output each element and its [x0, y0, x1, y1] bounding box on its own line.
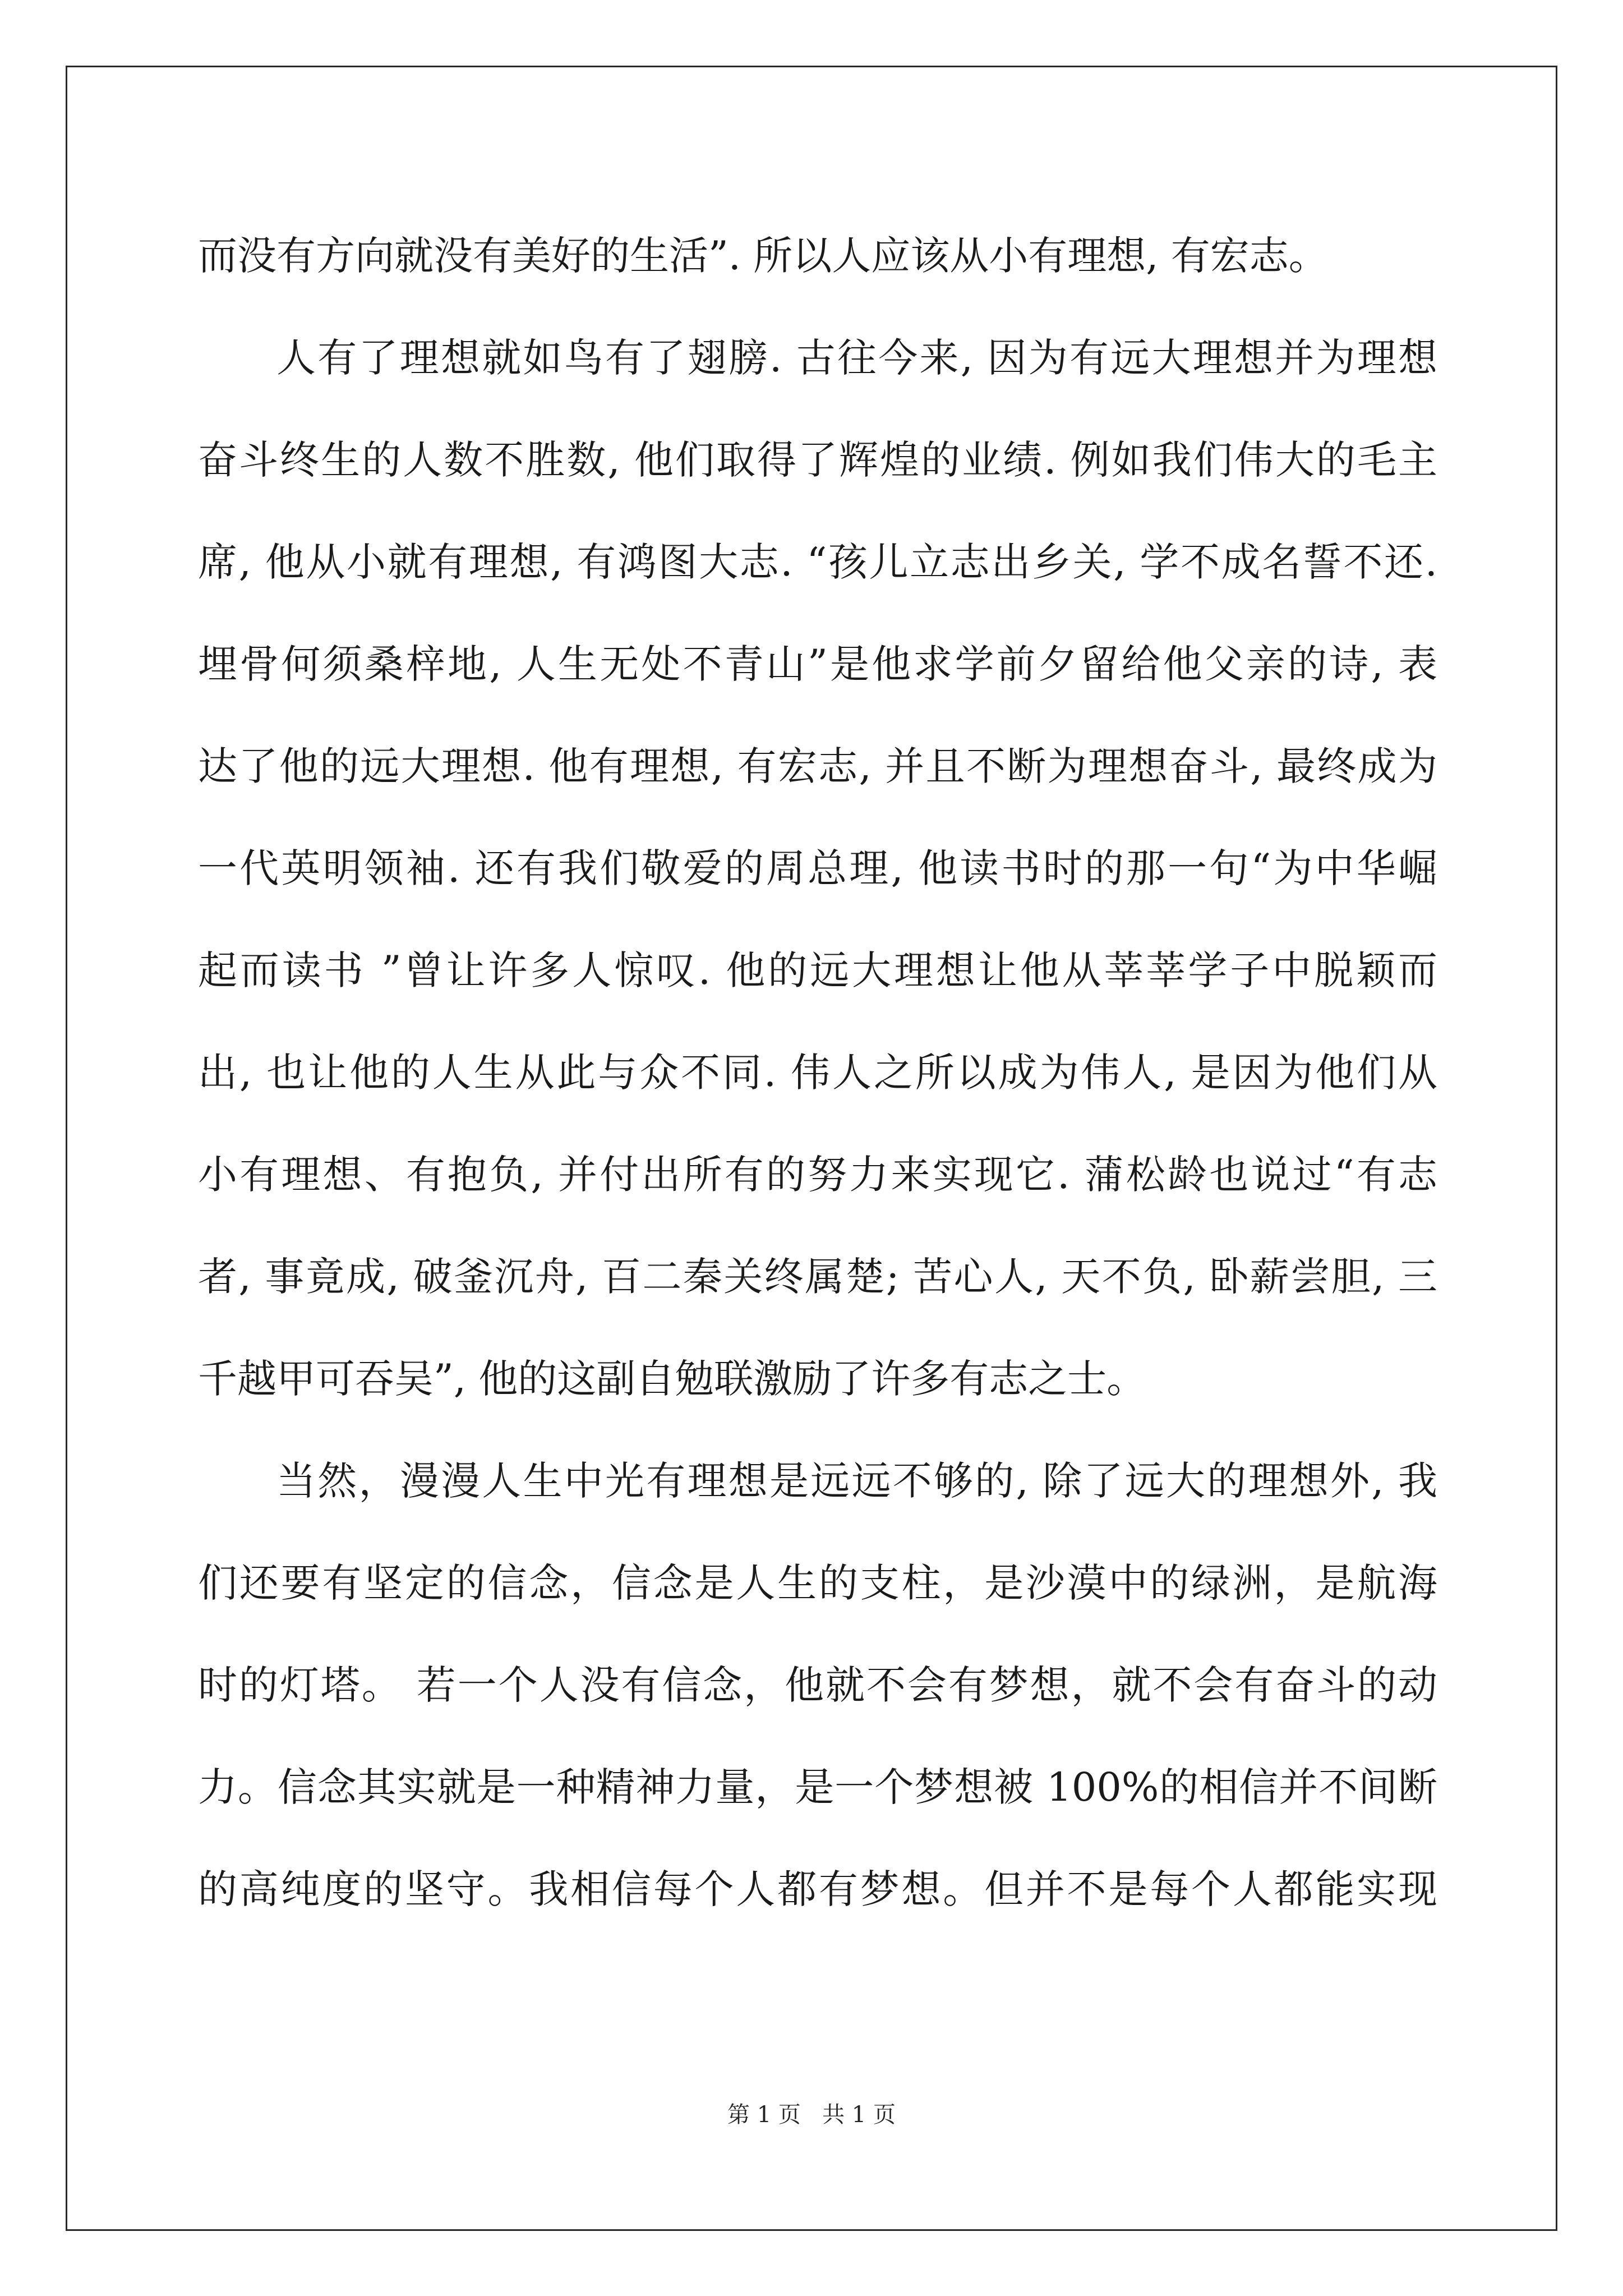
text-line: 时的灯塔。 若一个人没有信念，他就不会有梦想，就不会有奋斗的动 — [198, 1662, 1437, 1708]
text-line: 们还要有坚定的信念，信念是人生的支柱，是沙漠中的绿洲，是航海 — [198, 1560, 1437, 1606]
page-number-footer: 第 1 页 共 1 页 — [727, 2102, 896, 2128]
text-line: 一代英明领袖. 还有我们敬爱的周总理, 他读书时的那一句“为中华崛 — [198, 845, 1437, 891]
text-line: 千越甲可吞吴”, 他的这副自勉联激励了许多有志之士。 — [198, 1356, 1146, 1402]
text-line-paragraph-start: 人有了理想就如鸟有了翅膀. 古往今来, 因为有远大理想并为理想 — [276, 335, 1437, 381]
text-line: 者, 事竟成, 破釜沉舟, 百二秦关终属楚; 苦心人, 天不负, 卧薪尝胆, 三 — [198, 1254, 1437, 1300]
text-line: 奋斗终生的人数不胜数, 他们取得了辉煌的业绩. 例如我们伟大的毛主 — [198, 437, 1437, 483]
text-line: 小有理想、有抱负, 并付出所有的努力来实现它. 蒲松龄也说过“有志 — [198, 1152, 1437, 1198]
text-line: 席, 他从小就有理想, 有鸿图大志. “孩儿立志出乡关, 学不成名誓不还. — [198, 539, 1437, 585]
document-body — [198, 205, 1437, 1940]
text-line: 而没有方向就没有美好的生活”. 所以人应该从小有理想, 有宏志。 — [198, 233, 1328, 279]
text-line: 起而读书 ”曾让许多人惊叹. 他的远大理想让他从莘莘学子中脱颖而 — [198, 947, 1437, 993]
text-line: 埋骨何须桑梓地, 人生无处不青山”是他求学前夕留给他父亲的诗, 表 — [198, 641, 1437, 687]
text-line-paragraph-start: 当然，漫漫人生中光有理想是远远不够的, 除了远大的理想外, 我 — [276, 1458, 1437, 1504]
text-line: 达了他的远大理想. 他有理想, 有宏志, 并且不断为理想奋斗, 最终成为 — [198, 743, 1437, 789]
text-line: 出, 也让他的人生从此与众不同. 伟人之所以成为伟人, 是因为他们从 — [198, 1050, 1437, 1096]
text-line: 的高纯度的坚守。我相信每个人都有梦想。但并不是每个人都能实现 — [198, 1866, 1437, 1912]
text-line: 力。信念其实就是一种精神力量，是一个梦想被 100%的相信并不间断 — [198, 1764, 1437, 1810]
